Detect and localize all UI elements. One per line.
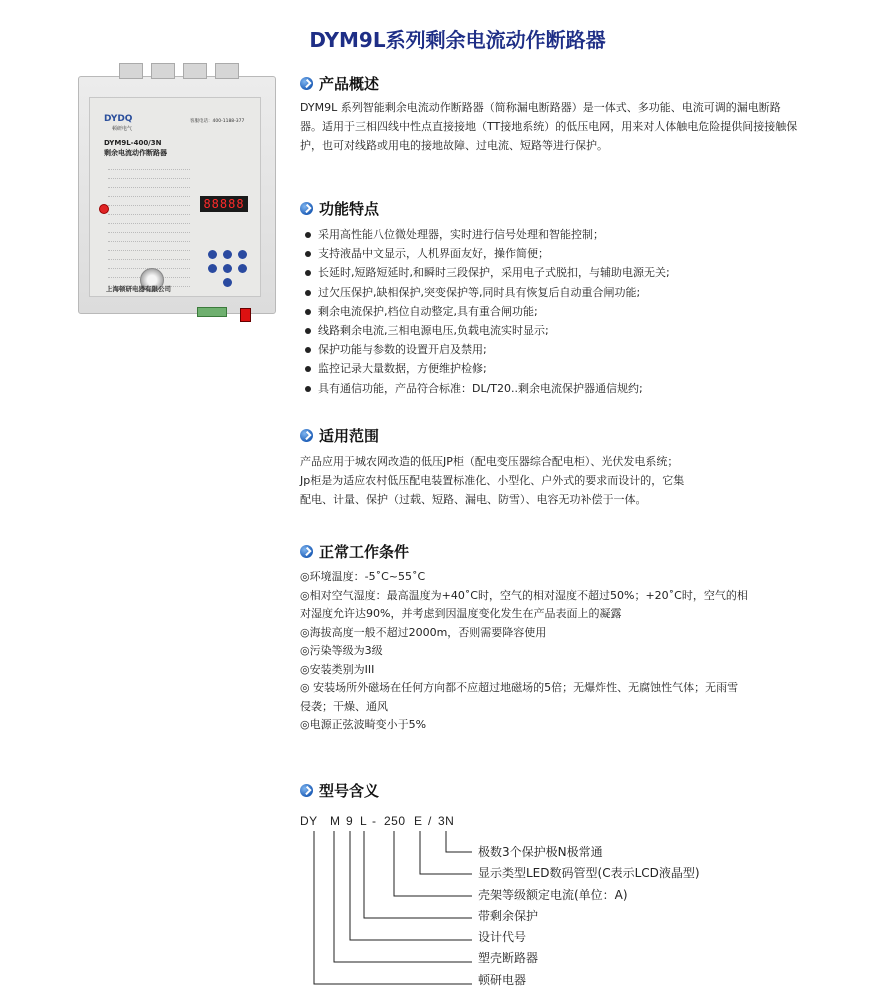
list-item: 保护功能与参数的设置开启及禁用; bbox=[302, 340, 822, 359]
section-title: 产品概述 bbox=[319, 75, 380, 93]
device-brand: DYDQ bbox=[104, 114, 133, 124]
led-display: 88888 bbox=[200, 196, 248, 212]
meaning-item: 极数3个保护极N极常通 bbox=[478, 845, 603, 859]
scope-line: Jp柜是为适应农村低压配电装置标准化、小型化、户外式的要求而设计的，它集 bbox=[300, 474, 685, 487]
code-part: 3N bbox=[438, 814, 455, 828]
section-title: 型号含义 bbox=[319, 782, 380, 800]
code-part: DY bbox=[300, 814, 318, 828]
code-part: 250 bbox=[384, 814, 406, 828]
list-item: 采用高性能八位微处理器，实时进行信号处理和智能控制； bbox=[302, 225, 822, 244]
condition-line: 侵袭；干燥、通风 bbox=[300, 699, 388, 713]
condition-line: ◎海拔高度一般不超过2000m，否则需要降容使用 bbox=[300, 625, 547, 639]
device-company: 上海顿研电器有限公司 bbox=[106, 285, 171, 293]
scope-line: 配电、计量、保护（过载、短路、漏电、防雪）、电容无功补偿于一体。 bbox=[300, 493, 647, 506]
meaning-item: 显示类型LED数码管型(C表示LCD液晶型) bbox=[478, 866, 700, 881]
list-item: 线路剩余电流,三相电源电压,负载电流实时显示; bbox=[302, 321, 822, 340]
section-title: 功能特点 bbox=[319, 200, 380, 218]
meaning-item: 顿研电器 bbox=[478, 972, 527, 987]
device-brand-sub: 顿研电气 bbox=[112, 126, 133, 132]
meaning-item: 壳架等级额定电流(单位：A) bbox=[478, 887, 628, 902]
list-item: 支持液晶中文显示，人机界面友好，操作简便； bbox=[302, 244, 822, 263]
device-model-line1: DYM9L-400/3N bbox=[104, 139, 162, 147]
code-part: L bbox=[360, 814, 368, 828]
condition-line: ◎ 安装场所外磁场在任何方向都不应超过地磁场的5倍；无爆炸性、无腐蚀性气体；无雨雪 bbox=[300, 681, 739, 694]
list-item: 剩余电流保护,档位自动整定,具有重合闸功能; bbox=[302, 302, 822, 321]
device-hotline: 客服电话：400-1188-377 bbox=[190, 119, 245, 124]
condition-line: ◎环境温度：-5˚C~55˚C bbox=[300, 570, 426, 583]
page-title: DYM9L系列剩余电流动作断路器 bbox=[309, 28, 606, 52]
code-part: / bbox=[428, 814, 432, 828]
device-model-line2: 剩余电流动作断路器 bbox=[104, 149, 167, 157]
condition-line: ◎污染等级为3级 bbox=[300, 644, 383, 657]
list-item: 过欠压保护,缺相保护,突变保护等,同时具有恢复后自动重合闸功能; bbox=[302, 283, 822, 302]
list-item: 监控记录大量数据，方便维护检修; bbox=[302, 359, 822, 378]
meaning-item: 带剩余保护 bbox=[478, 908, 539, 923]
section-title: 适用范围 bbox=[319, 427, 380, 445]
condition-line: ◎电源正弦波畸变小于5% bbox=[300, 718, 427, 731]
model-meaning-list bbox=[478, 842, 700, 991]
code-part: 9 bbox=[346, 814, 354, 828]
code-part: E bbox=[414, 814, 423, 828]
list-item: 长延时,短路短延时,和瞬时三段保护，采用电子式脱扣，与辅助电源无关; bbox=[302, 263, 822, 282]
condition-line: ◎安装类别为III bbox=[300, 662, 375, 676]
condition-line: ◎相对空气湿度：最高温度为+40˚C时，空气的相对湿度不超过50%；+20˚C时，空气的相 bbox=[300, 588, 748, 602]
overview-text: DYM9L 系列智能剩余电流动作断路器（简称漏电断路器）是一体式、多功能、电流可调的漏电断路器。适用于三相四线中性点直接接地（TT接地系统）的低压电网，用来对人体触电危险提供间接接触保护，也可对线路或用电的接地故障、过电流、短路等进行保护。 bbox=[300, 101, 798, 152]
scope-line: 产品应用于城农网改造的低压JP柜（配电变压器综合配电柜）、光伏发电系统； bbox=[300, 455, 679, 468]
section-title: 正常工作条件 bbox=[319, 543, 410, 561]
code-part: M bbox=[330, 814, 341, 828]
condition-line: 对湿度允许达90%，并考虑到因温度变化发生在产品表面上的凝露 bbox=[300, 607, 622, 620]
meaning-item: 设计代号 bbox=[478, 930, 527, 945]
meaning-item: 塑壳断路器 bbox=[478, 951, 539, 966]
list-item: 具有通信功能，产品符合标准：DL/T20..剩余电流保护器通信规约; bbox=[302, 379, 822, 398]
code-part: - bbox=[372, 814, 377, 828]
